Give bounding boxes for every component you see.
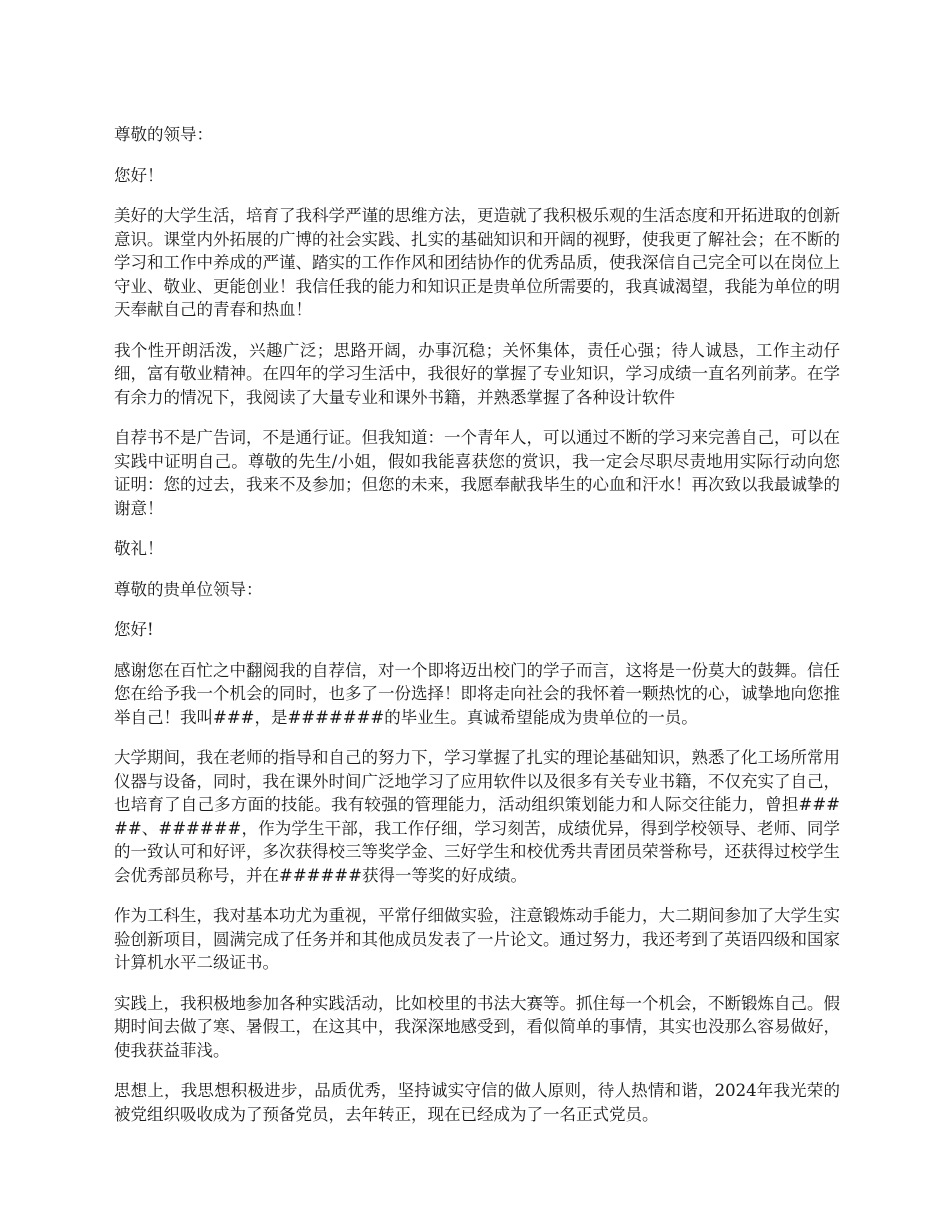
salutation: 尊敬的贵单位领导： xyxy=(114,579,263,599)
body-paragraph: 美好的大学生活，培育了我科学严谨的思维方法，更造就了我积极乐观的生活态度和开拓进取的创新意识。课堂内外拓展的广博的社会实践、扎实的基础知识和开阔的视野，使我更了解社会；在不断的学习和工作中养成的严谨、踏实的工作作风和团结协作的优秀品质，使我深信自己完全可以在岗位上守业、敬业、更能创业！我信任我的能力和知识正是贵单位所需要的，我真诚渴望，我能为单位的明天奉献自己的青春和热血！ xyxy=(114,206,840,319)
greeting: 您好! xyxy=(114,620,154,639)
body-paragraph: 作为工科生，我对基本功尤为重视，平常仔细做实验，注意锻炼动手能力，大二期间参加了大学生实验创新项目，圆满完成了任务并和其他成员发表了一片论文。通过努力，我还考到了英语四级和国家计算机水平二级证书。 xyxy=(114,906,840,972)
body-paragraph: 实践上，我积极地参加各种实践活动，比如校里的书法大赛等。抓住每一个机会，不断锻炼自己。假期时间去做了寒、暑假工，在这其中，我深深地感受到，看似简单的事情，其实也没那么容易做好，使我获益菲浅。 xyxy=(114,993,840,1060)
body-paragraph: 感谢您在百忙之中翻阅我的自荐信，对一个即将迈出校门的学子而言，这将是一份莫大的鼓舞。信任您在给予我一个机会的同时，也多了一份选择！即将走向社会的我怀着一颗热忱的心，诚挚地向您推举自己！我叫###，是#######的毕业生。真诚希望能成为贵单位的一员。 xyxy=(114,660,840,727)
body-paragraph: 我个性开朗活泼，兴趣广泛；思路开阔，办事沉稳；关怀集体，责任心强；待人诚恳，工作主动仔细，富有敬业精神。在四年的学习生活中，我很好的掌握了专业知识，学习成绩一直名列前茅。在学有余力的情况下，我阅读了大量专业和课外书籍，并熟悉掌握了各种设计软件 xyxy=(114,340,840,407)
greeting: 您好！ xyxy=(114,165,164,185)
body-paragraph: 大学期间，我在老师的指导和自己的努力下，学习掌握了扎实的理论基础知识，熟悉了化工场所常用仪器与设备，同时，我在课外时间广泛地学习了应用软件以及很多有关专业书籍，不仅充实了自己，也培育了自己多方面的技能。我有较强的管理能力，活动组织策划能力和人际交往能力，曾担#####、######，作为学生干部，我工作仔细，学习刻苦，成绩优异，得到学校领导、老师、同学的一致认可和好评，多次获得校三等奖学金、三好学生和校优秀共青团员荣誉称号，还获得过校学生会优秀部员称号，并在######获得一等奖的好成绩。 xyxy=(114,748,840,885)
salutation: 尊敬的领导： xyxy=(114,125,213,144)
body-paragraph: 思想上，我思想积极进步，品质优秀，坚持诚实守信的做人原则，待人热情和谐，2024年我光荣的被党组织吸收成为了预备党员，去年转正，现在已经成为了一名正式党员。 xyxy=(114,1081,840,1124)
body-paragraph: 自荐书不是广告词，不是通行证。但我知道：一个青年人，可以通过不断的学习来完善自己，可以在实践中证明自己。尊敬的先生/小姐，假如我能喜获您的赏识，我一定会尽职尽责地用实际行动向您证明：您的过去，我来不及参加；但您的未来，我愿奉献我毕生的心血和汗水！再次致以我最诚挚的谢意！ xyxy=(114,428,840,518)
closing: 敬礼！ xyxy=(114,539,164,558)
